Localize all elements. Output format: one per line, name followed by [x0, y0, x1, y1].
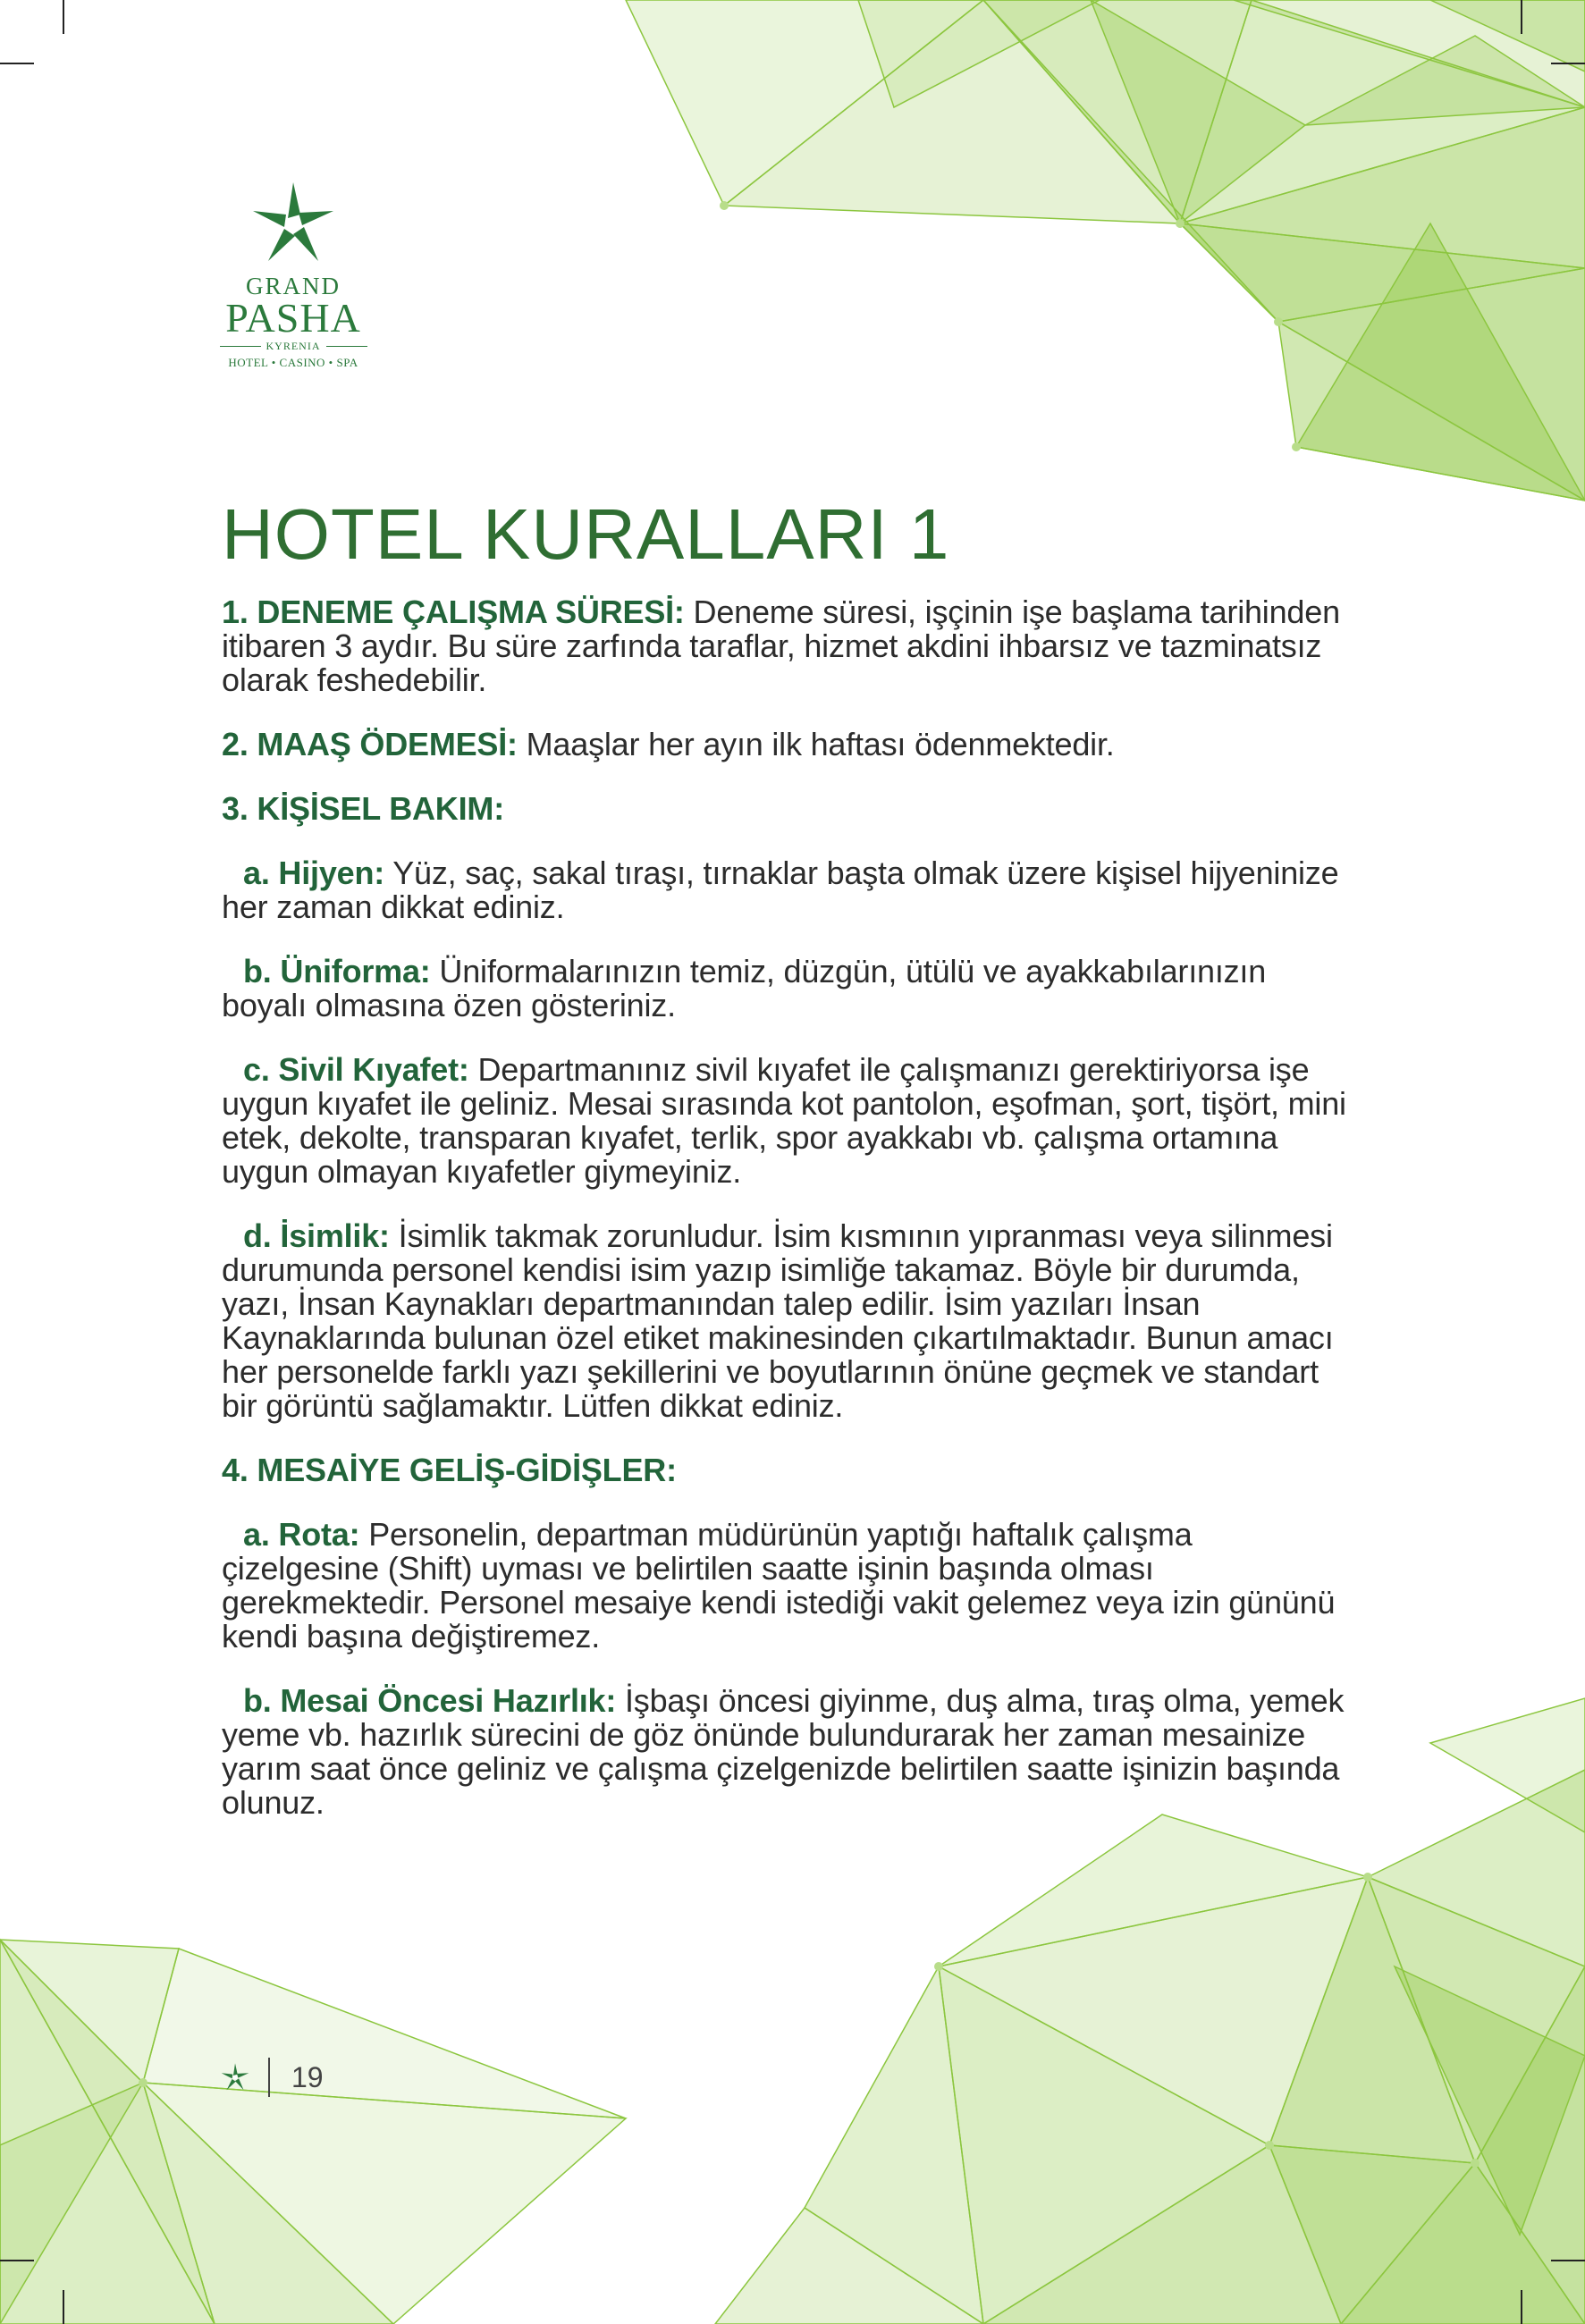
crop-mark — [63, 0, 64, 34]
rule-pre-shift — [222, 1684, 1357, 1820]
rule-uniform — [222, 955, 1357, 1023]
logo-pasha: PASHA — [225, 295, 361, 341]
rule-probation — [222, 595, 1357, 697]
main-content — [222, 490, 1357, 1850]
rule-heading: b. Mesai Öncesi Hazırlık: — [243, 1682, 617, 1719]
rule-heading: 2. MAAŞ ÖDEMESİ: — [222, 726, 518, 762]
rule-shift-attendance — [222, 1453, 1357, 1487]
logo-grand: GRAND — [245, 273, 341, 299]
star-icon — [220, 2062, 250, 2092]
crop-mark — [0, 2260, 34, 2261]
page-footer — [220, 2058, 324, 2097]
rule-heading: 1. DENEME ÇALIŞMA SÜRESİ: — [222, 594, 685, 630]
rule-text: Üniformalarınızın temiz, düzgün, ütülü ve ayakkabılarınızın boyalı olmasına özen gösteriniz. — [222, 953, 1267, 1023]
hotel-logo — [204, 179, 383, 369]
rule-heading: c. Sivil Kıyafet: — [243, 1051, 469, 1088]
crop-mark — [0, 63, 34, 64]
rule-heading: 4. MESAİYE GELİŞ-GİDİŞLER: — [222, 1452, 677, 1488]
logo-kyrenia-text: KYRENIA — [266, 340, 321, 352]
rule-text: Maaşlar her ayın ilk haftası ödenmektedir. — [517, 726, 1115, 762]
page-title: HOTEL KURALLARI 1 — [222, 494, 950, 574]
rule-text: İsimlik takmak zorunludur. İsim kısmının yıpranması veya silinmesi durumunda personel kendisi isim yazıp isimliğe takamaz. Böyle bir durumda, yazı, İnsan Kaynakları departmanından talep edilir. İsim yazıları İnsan Kaynaklarında bulunan özel etiket makinesinden çıkartılmaktadır. Bunun amacı her personelde farklı yazı şekillerini ve boyutlarının önüne geçmek ve standart bir görüntü sağlamaktır. Lütfen dikkat ediniz. — [222, 1217, 1334, 1424]
crop-mark — [63, 2290, 64, 2324]
rule-civil-clothing — [222, 1053, 1357, 1189]
rule-text: Departmanınız sivil kıyafet ile çalışmanızı gerektiriyorsa işe uygun kıyafet ile geliniz. Mesai sırasında kot pantolon, eşofman, şort, tişört, mini etek, dekolte, transparan kıyafet, terlik, spor ayakkabı vb. çalışma ortamına uygun olmayan kıyafetler giymeyiniz. — [222, 1051, 1346, 1190]
rule-text: Yüz, saç, sakal tıraşı, tırnaklar başta olmak üzere kişisel hijyeninize her zaman dikkat ediniz. — [222, 855, 1339, 925]
rule-text: Personelin, departman müdürünün yaptığı haftalık çalışma çizelgesine (Shift) uyması ve belirtilen saatte işinin başında olması gerekmektedir. Personel mesaiye kendi istediği vakit gelemez veya izin gününü kendi başına değiştiremez. — [222, 1516, 1336, 1655]
crop-mark — [1521, 0, 1522, 34]
footer-divider — [268, 2058, 270, 2097]
page-number: 19 — [291, 2060, 324, 2093]
rule-text: Deneme süresi, işçinin işe başlama tarihinden itibaren 3 aydır. Bu süre zarfında taraflar, hizmet akdini ihbarsız ve tazminatsız olarak feshedebilir. — [222, 594, 1340, 698]
crop-mark — [1551, 2260, 1585, 2261]
rule-heading: b. Üniforma: — [243, 953, 431, 989]
logo-subtitle: HOTEL • CASINO • SPA — [228, 356, 358, 369]
crop-mark — [1551, 63, 1585, 64]
crop-mark — [1521, 2290, 1522, 2324]
rule-personal-care — [222, 792, 1357, 826]
rule-name-tag — [222, 1219, 1357, 1423]
rule-heading: a. Hijyen: — [243, 855, 385, 891]
rule-heading: d. İsimlik: — [243, 1217, 390, 1254]
rule-hygiene — [222, 856, 1357, 924]
star-icon — [249, 179, 338, 268]
rule-roster — [222, 1518, 1357, 1654]
rule-salary — [222, 728, 1357, 762]
rule-heading: 3. KİŞİSEL BAKIM: — [222, 790, 504, 827]
rule-text: İşbaşı öncesi giyinme, duş alma, tıraş olma, yemek yeme vb. hazırlık sürecini de göz önünde bulundurarak her zaman mesainize yarım saat önce geliniz ve çalışma çizelgenizde belirtilen saatte işinizin başında olunuz. — [222, 1682, 1345, 1821]
rule-heading: a. Rota: — [243, 1516, 360, 1553]
